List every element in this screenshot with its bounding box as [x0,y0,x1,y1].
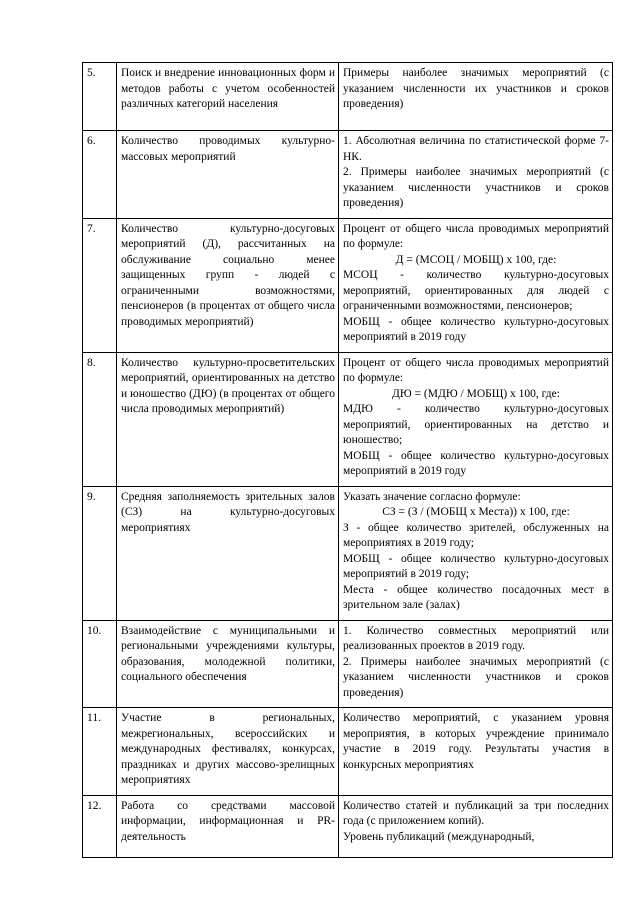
table-row [83,620,613,708]
method-text: МОБЩ - общее количество культурно-досуговых мероприятий в 2019 году; [343,552,609,580]
table-row [83,352,613,486]
criterion-cell: Взаимодействие с муниципальными и региональными учреждениями культуры, образования, молодежной политики, социального обеспечения [117,620,339,708]
method-cell [339,131,613,219]
table-row [83,708,613,796]
method-text: 1. Абсолютная величина по статистической форме 7-НК. [343,135,609,163]
row-number: 8. [83,352,117,486]
method-text: Количество статей и публикаций за три последних года (с приложением копий). [343,799,609,827]
method-cell [339,486,613,620]
criterion-cell: Поиск и внедрение инновационных форм и методов работы с учетом особенностей различных категорий населения [117,63,339,131]
row-number: 7. [83,218,117,352]
criterion-cell: Количество культурно-досуговых мероприятий (Д), рассчитанных на обслуживание социально менее защищенных групп - людей с ограниченными возможностями, пенсионеров (в процентах от общего числа проводимых мероприятий) [117,218,339,352]
method-text: Уровень публикаций (международный, [343,830,535,843]
table-row [83,795,613,857]
formula: СЗ = (З / (МОБЩ х Места)) х 100, где: [382,506,570,518]
formula: ДЮ = (МДЮ / МОБЩ) х 100, где: [392,387,560,400]
table-row [83,131,613,219]
method-text: Примеры наиболее значимых мероприятий (с указанием численности их участников и сроков проведения) [343,67,609,110]
method-cell [339,63,613,131]
method-text: 2. Примеры наиболее значимых мероприятий (с указанием численности участников и сроков проведения) [343,655,609,699]
method-cell [339,352,613,486]
method-cell [339,795,613,857]
method-cell [339,708,613,796]
method-text: МДЮ - количество культурно-досуговых мероприятий, ориентированных на детство и юношество; [343,403,609,446]
method-intro: Процент от общего числа проводимых мероприятий по формуле: [343,222,609,250]
criteria-table [82,62,613,858]
method-text: МОБЩ - общее количество культурно-досуговых мероприятий в 2019 году [343,315,609,343]
table-row [83,218,613,352]
method-text: 1. Количество совместных мероприятий или реализованных проектов в 2019 году. [343,624,609,652]
method-text: З - общее количество зрителей, обслуженных на мероприятиях в 2019 году; [343,521,609,549]
row-number: 6. [83,131,117,219]
formula: Д = (МСОЦ / МОБЩ) х 100, где: [395,253,557,266]
row-number: 11. [83,708,117,796]
criterion-cell: Количество культурно-просветительских мероприятий, ориентированных на детство и юношество (ДЮ) (в процентах от общего числа проводимых мероприятий) [117,352,339,486]
row-number: 9. [83,486,117,620]
criteria-document [82,62,613,858]
method-text: МСОЦ - количество культурно-досуговых мероприятий, ориентированных для людей с ограниченными возможностями, пенсионеров; [343,269,609,312]
criterion-cell: Средняя заполняемость зрительных залов (СЗ) на культурно-досуговых мероприятиях [117,486,339,620]
method-intro: Указать значение согласно формуле: [343,490,521,503]
criterion-cell: Работа со средствами массовой информации, информационная и PR-деятельность [117,795,339,857]
table-row [83,63,613,131]
method-text: МОБЩ - общее количество культурно-досуговых мероприятий в 2019 году [343,449,609,477]
table-row [83,486,613,620]
row-number: 5. [83,63,117,131]
method-intro: Процент от общего числа проводимых мероприятий по формуле: [343,356,609,384]
method-cell [339,218,613,352]
row-number: 10. [83,620,117,708]
method-text: Места - общее количество посадочных мест в зрительном зале (залах) [343,583,609,611]
criterion-cell: Количество проводимых культурно-массовых мероприятий [117,131,339,219]
method-cell [339,620,613,708]
method-text: 2. Примеры наиболее значимых мероприятий (с указанием численности участников и сроков проведения) [343,166,609,209]
method-text: Количество мероприятий, с указанием уровня мероприятия, в которых учреждение принимало участие в 2019 году. Результаты участия в конкурсных мероприятиях [343,712,609,771]
row-number: 12. [83,795,117,857]
criterion-cell: Участие в региональных, межрегиональных, всероссийских и международных фестивалях, конкурсах, праздниках и других массово-зрелищных мероприятиях [117,708,339,796]
